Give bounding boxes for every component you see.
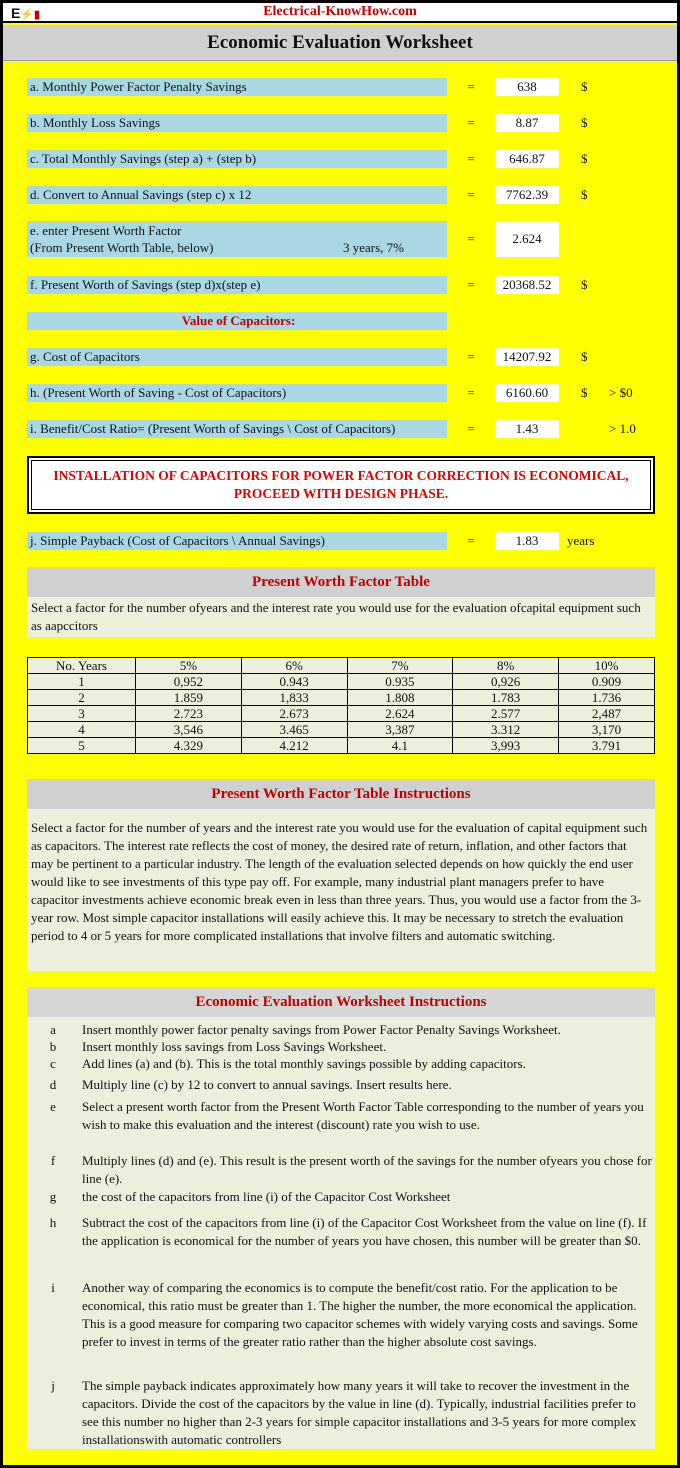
logo-letter: E bbox=[11, 5, 21, 21]
table-cell: 3 bbox=[28, 706, 136, 722]
equals-sign: = bbox=[467, 277, 475, 292]
equals-sign: = bbox=[467, 187, 475, 202]
table-cell: 3,387 bbox=[347, 722, 453, 738]
column-header: 5% bbox=[136, 658, 242, 674]
table-cell: 3.312 bbox=[453, 722, 559, 738]
instruction-item bbox=[33, 1021, 653, 1039]
table-row bbox=[28, 706, 655, 722]
row-value-cell[interactable]: 8.87 bbox=[495, 114, 559, 132]
table-cell: 0.943 bbox=[241, 674, 347, 690]
row-label: j. Simple Payback (Cost of Capacitors \ Annual Savings) bbox=[27, 532, 447, 550]
row-unit: $ bbox=[581, 349, 588, 364]
equals-sign: = bbox=[467, 151, 475, 166]
instructions-title: Economic Evaluation Worksheet Instructions bbox=[27, 987, 655, 1017]
table-cell: 2.624 bbox=[347, 706, 453, 722]
table-cell: 2.723 bbox=[136, 706, 242, 722]
row-unit: $ bbox=[581, 79, 588, 94]
row-unit: $ bbox=[581, 385, 588, 400]
row-unit: $ bbox=[581, 115, 588, 130]
table-cell: 1,833 bbox=[241, 690, 347, 706]
row-e-line2: (From Present Worth Table, below) 3 years, 7% bbox=[30, 240, 405, 255]
instruction-item bbox=[33, 1214, 653, 1250]
site-name[interactable]: Electrical-KnowHow.com bbox=[263, 4, 417, 19]
table-cell: 1.783 bbox=[453, 690, 559, 706]
row-value-cell[interactable]: 20368.52 bbox=[495, 276, 559, 294]
instruction-item bbox=[33, 1076, 653, 1094]
row-note: > $0 bbox=[609, 385, 633, 400]
instruction-text: Select a present worth factor from the Present Worth Factor Table corresponding to the number of years you wish to make this evaluation and the interest (discount) rate you wish to use. bbox=[82, 1099, 644, 1132]
row-value-cell[interactable]: 646.87 bbox=[495, 150, 559, 168]
row-value-cell[interactable]: 1.83 bbox=[495, 532, 559, 550]
instruction-key: g bbox=[49, 1189, 57, 1204]
table-cell: 3,546 bbox=[136, 722, 242, 738]
instruction-text: Subtract the cost of the capacitors from line (i) of the Capacitor Cost Worksheet from the value on line (f). If the application is economical for the number of years you have chosen, this number will be greater than $0. bbox=[82, 1215, 647, 1248]
instruction-item bbox=[33, 1279, 653, 1351]
equals-sign: = bbox=[467, 421, 475, 436]
equals-sign: = bbox=[467, 79, 475, 94]
row-label: b. Monthly Loss Savings bbox=[27, 114, 447, 132]
result-banner: INSTALLATION OF CAPACITORS FOR POWER FACTOR CORRECTION IS ECONOMICAL, PROCEED WITH DESIGN PHASE. bbox=[27, 456, 655, 514]
table-row bbox=[28, 674, 655, 690]
instruction-text: Insert monthly power factor penalty savings from Power Factor Penalty Savings Worksheet. bbox=[82, 1022, 561, 1037]
instruction-key: h bbox=[49, 1215, 57, 1230]
table-cell: 1.859 bbox=[136, 690, 242, 706]
instruction-text: The simple payback indicates approximately how many years it will take to recover the investment in the capacitors. Divide the cost of the capacitors by the value in line (d). Typically, industrial facilities prefer to see this number no higher than 2-3 years for simple capacitor installations and 3-5 years for more complex installationswith automatic controllers bbox=[82, 1378, 637, 1447]
row-label: c. Total Monthly Savings (step a) + (step b) bbox=[27, 150, 447, 168]
table-cell: 3,170 bbox=[559, 722, 655, 738]
instruction-key: j bbox=[51, 1378, 55, 1393]
equals-sign: = bbox=[467, 385, 475, 400]
table-cell: 0.909 bbox=[559, 674, 655, 690]
table-row bbox=[28, 738, 655, 754]
table-cell: 0.935 bbox=[347, 674, 453, 690]
table-cell: 3.791 bbox=[559, 738, 655, 754]
instruction-key: c bbox=[50, 1056, 56, 1071]
instruction-text: Multiply lines (d) and (e). This result is the present worth of the savings for the number ofyears you chose for line (e). bbox=[82, 1153, 652, 1186]
table-cell: 2.673 bbox=[241, 706, 347, 722]
instruction-key: b bbox=[49, 1039, 57, 1054]
table-cell: 4.329 bbox=[136, 738, 242, 754]
instruction-text: Another way of comparing the economics is to compute the benefit/cost ratio. For the application to be economical, this ratio must be greater than 1. The higher the number, the more economical the application. This is a good measure for comparing two capacitor schemes with widely varying costs and savings. Some prefer to invest in terms of the greater ratio rather than the higher absolute cost savings. bbox=[82, 1280, 638, 1349]
row-label: h. (Present Worth of Saving - Cost of Capacitors) bbox=[27, 384, 447, 402]
row-value-cell[interactable]: 14207.92 bbox=[495, 348, 559, 366]
row-unit: $ bbox=[581, 151, 588, 166]
instruction-key: e bbox=[50, 1099, 56, 1114]
instruction-text: Multiply line (c) by 12 to convert to annual savings. Insert results here. bbox=[82, 1077, 452, 1092]
row-note: > 1.0 bbox=[609, 421, 636, 436]
table-cell: 4 bbox=[28, 722, 136, 738]
pwf-instructions-title: Present Worth Factor Table Instructions bbox=[27, 779, 655, 809]
instruction-item bbox=[33, 1188, 653, 1206]
row-e-line1: e. enter Present Worth Factor bbox=[30, 223, 182, 238]
instruction-item bbox=[33, 1152, 653, 1188]
table-cell: 0,952 bbox=[136, 674, 242, 690]
row-label: g. Cost of Capacitors bbox=[27, 348, 447, 366]
row-label: i. Benefit/Cost Ratio= (Present Worth of Savings \ Cost of Capacitors) bbox=[27, 420, 447, 438]
present-worth-factor-cell[interactable]: 2.624 bbox=[495, 221, 559, 257]
instruction-text: Add lines (a) and (b). This is the total monthly savings possible by adding capacitors. bbox=[82, 1056, 526, 1071]
row-value-cell[interactable]: 638 bbox=[495, 78, 559, 96]
row-label: f. Present Worth of Savings (step d)x(step e) bbox=[27, 276, 447, 294]
value-of-capacitors-heading: Value of Capacitors: bbox=[27, 312, 447, 330]
column-header: 6% bbox=[241, 658, 347, 674]
table-cell: 1.736 bbox=[559, 690, 655, 706]
table-row bbox=[28, 690, 655, 706]
table-cell: 1.808 bbox=[347, 690, 453, 706]
site-header bbox=[3, 3, 677, 23]
row-unit: $ bbox=[581, 277, 588, 292]
instruction-key: f bbox=[50, 1153, 56, 1168]
row-value-cell[interactable]: 1.43 bbox=[495, 420, 559, 438]
pwf-intro: Select a factor for the number ofyears and the interest rate you would use for the evaluation ofcapital equipment such as aapccitors bbox=[27, 597, 655, 637]
instruction-item bbox=[33, 1055, 653, 1073]
table-cell: 3.465 bbox=[241, 722, 347, 738]
row-unit: years bbox=[567, 533, 595, 548]
page-title: Economic Evaluation Worksheet bbox=[3, 25, 677, 61]
table-row bbox=[28, 722, 655, 738]
table-cell: 1 bbox=[28, 674, 136, 690]
equals-sign: = bbox=[467, 115, 475, 130]
instruction-key: d bbox=[49, 1077, 57, 1092]
instruction-text: Insert monthly loss savings from Loss Savings Worksheet. bbox=[82, 1039, 387, 1054]
row-e-selection: 3 years, 7% bbox=[343, 240, 405, 255]
table-cell: 2,487 bbox=[559, 706, 655, 722]
equals-sign: = bbox=[467, 533, 475, 548]
pwf-instructions-text: Select a factor for the number of years and the interest rate you would use for the evaluation of capital equipment such as capacitors. The interest rate reflects the cost of money, the desired rate of return, inflation, and other factors that may be pertinent to a particular industry. The length of the evaluation selected depends on how quickly the end user would like to see investments of this type pay off. For example, many industrial plant managers prefer to have capacitor investments achieve economic break even in less than three years. Thus, you would use a factor from the 3-year row. Most simple capacitor installations will easily achieve this. It may be necessary to stretch the evaluation period to 4 or 5 years for more complicated installations that involve filters and automatic switching. bbox=[27, 809, 655, 971]
table-cell: 2.577 bbox=[453, 706, 559, 722]
instruction-key: i bbox=[51, 1280, 55, 1295]
table-cell: 4.1 bbox=[347, 738, 453, 754]
table-cell: 5 bbox=[28, 738, 136, 754]
row-unit: $ bbox=[581, 187, 588, 202]
row-value-cell[interactable]: 7762.39 bbox=[495, 186, 559, 204]
row-label: a. Monthly Power Factor Penalty Savings bbox=[27, 78, 447, 96]
row-label: d. Convert to Annual Savings (step c) x 12 bbox=[27, 186, 447, 204]
equals-sign: = bbox=[467, 231, 475, 246]
table-cell: 4.212 bbox=[241, 738, 347, 754]
instruction-key: a bbox=[50, 1022, 56, 1037]
table-cell: 2 bbox=[28, 690, 136, 706]
instruction-item bbox=[33, 1038, 653, 1056]
row-value-cell[interactable]: 6160.60 bbox=[495, 384, 559, 402]
equals-sign: = bbox=[467, 349, 475, 364]
instruction-item bbox=[33, 1098, 653, 1134]
column-header: No. Years bbox=[28, 658, 136, 674]
instruction-item bbox=[33, 1377, 653, 1449]
table-cell: 3,993 bbox=[453, 738, 559, 754]
row-e-label bbox=[27, 221, 447, 257]
pwf-table-title: Present Worth Factor Table bbox=[27, 567, 655, 597]
logo-icon: ⚡▮ bbox=[20, 9, 41, 21]
table-cell: 0,926 bbox=[453, 674, 559, 690]
pwf-table bbox=[27, 657, 655, 754]
worksheet bbox=[2, 2, 678, 1466]
column-header: 8% bbox=[453, 658, 559, 674]
column-header: 7% bbox=[347, 658, 453, 674]
instruction-text: the cost of the capacitors from line (i) of the Capacitor Cost Worksheet bbox=[82, 1189, 451, 1204]
column-header: 10% bbox=[559, 658, 655, 674]
